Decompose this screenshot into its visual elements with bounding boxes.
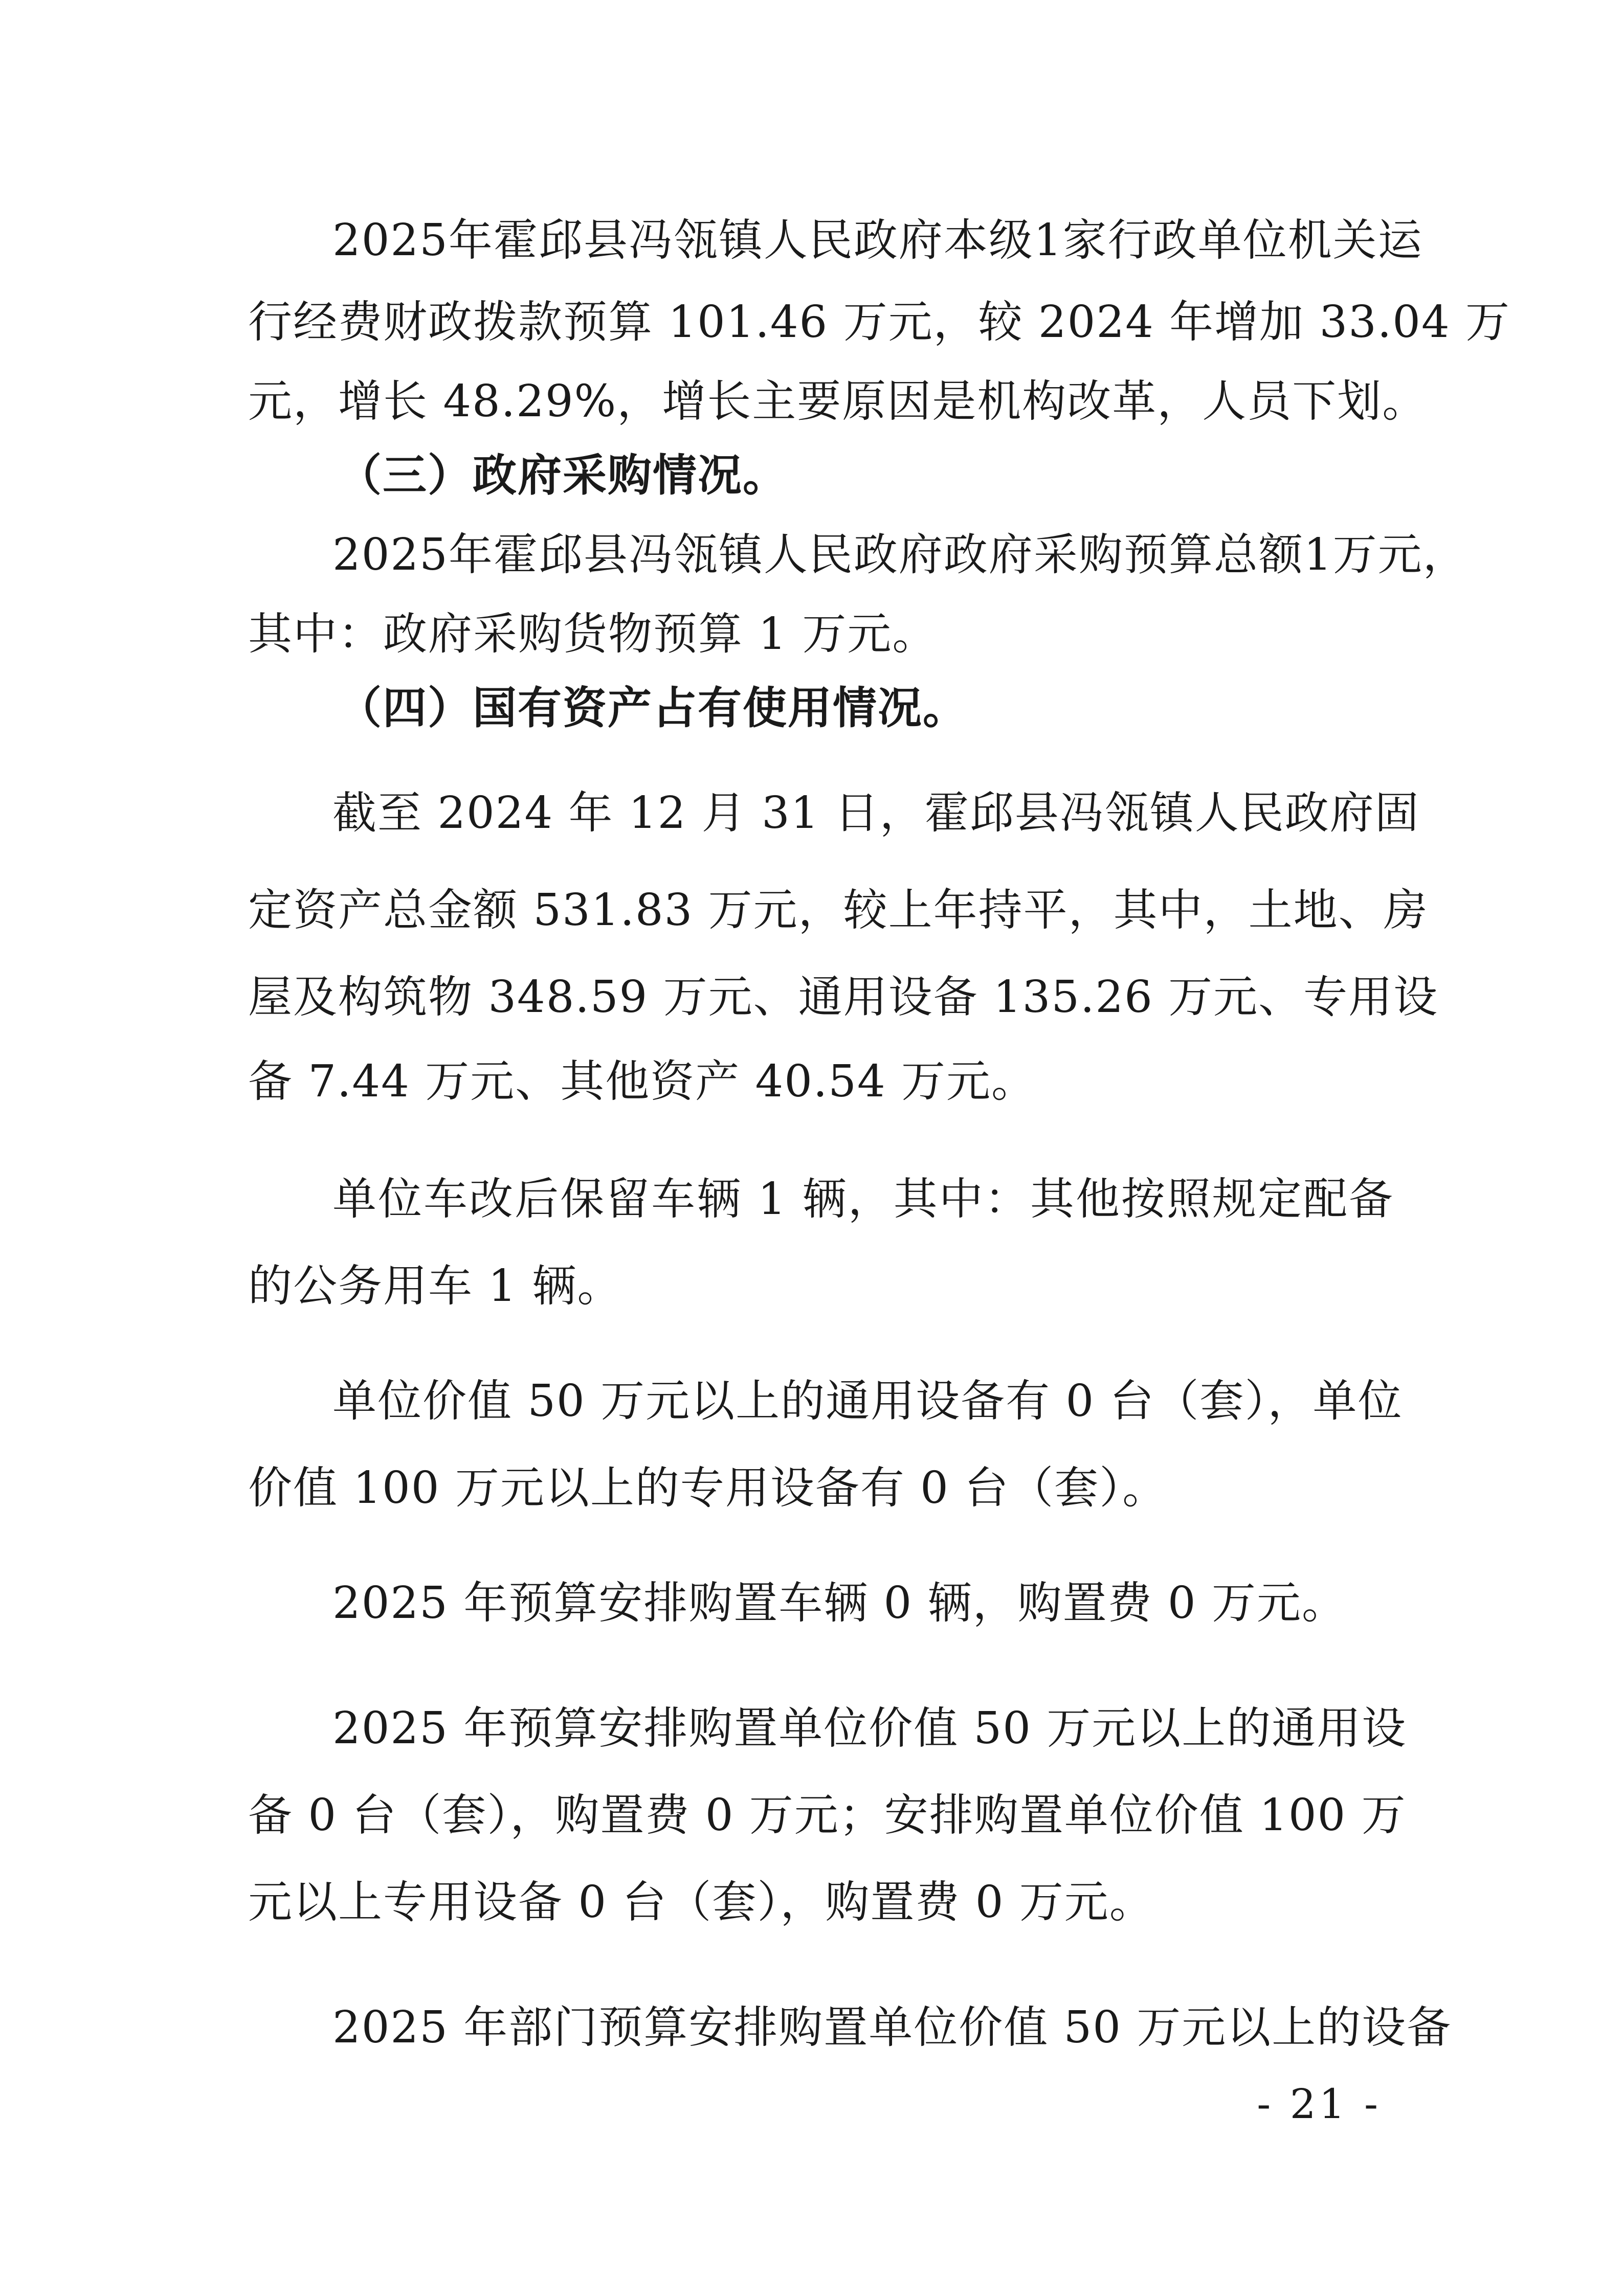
- paragraph-line: 2025年霍邱县冯瓴镇人民政府政府采购预算总额1万元，: [332, 529, 1468, 580]
- paragraph-line: 2025 年部门预算安排购置单位价值 50 万元以上的设备: [332, 2002, 1452, 2053]
- section-heading-procurement: （三）政府采购情况。: [338, 449, 788, 501]
- paragraph-line: 备 0 台（套），购置费 0 万元；安排购置单位价值 100 万: [248, 1790, 1407, 1841]
- paragraph-line: 行经费财政拨款预算 101.46 万元，较 2024 年增加 33.04 万: [248, 297, 1511, 348]
- paragraph-line: 单位车改后保留车辆 1 辆，其中：其他按照规定配备: [332, 1174, 1394, 1225]
- paragraph-line: 屋及构筑物 348.59 万元、通用设备 135.26 万元、专用设: [248, 972, 1439, 1023]
- paragraph-line: 2025年霍邱县冯瓴镇人民政府本级1家行政单位机关运: [332, 215, 1423, 266]
- paragraph-line: 元，增长 48.29%，增长主要原因是机构改革，人员下划。: [248, 376, 1428, 427]
- paragraph-line: 其中：政府采购货物预算 1 万元。: [248, 609, 938, 660]
- paragraph-line: 的公务用车 1 辆。: [248, 1260, 622, 1312]
- page-number: - 21 -: [1257, 2080, 1381, 2128]
- paragraph-line: 单位价值 50 万元以上的通用设备有 0 台（套），单位: [332, 1376, 1403, 1427]
- paragraph-line: 2025 年预算安排购置单位价值 50 万元以上的通用设: [332, 1703, 1407, 1754]
- paragraph-line: 定资产总金额 531.83 万元，较上年持平，其中，土地、房: [248, 885, 1429, 936]
- paragraph-line: 元以上专用设备 0 台（套），购置费 0 万元。: [248, 1877, 1154, 1928]
- paragraph-line: 2025 年预算安排购置车辆 0 辆，购置费 0 万元。: [332, 1578, 1347, 1629]
- paragraph-line: 截至 2024 年 12 月 31 日，霍邱县冯瓴镇人民政府固: [332, 787, 1420, 839]
- paragraph-line: 备 7.44 万元、其他资产 40.54 万元。: [248, 1056, 1037, 1107]
- section-heading-assets: （四）国有资产占有使用情况。: [338, 682, 968, 734]
- paragraph-line: 价值 100 万元以上的专用设备有 0 台（套）。: [248, 1462, 1168, 1514]
